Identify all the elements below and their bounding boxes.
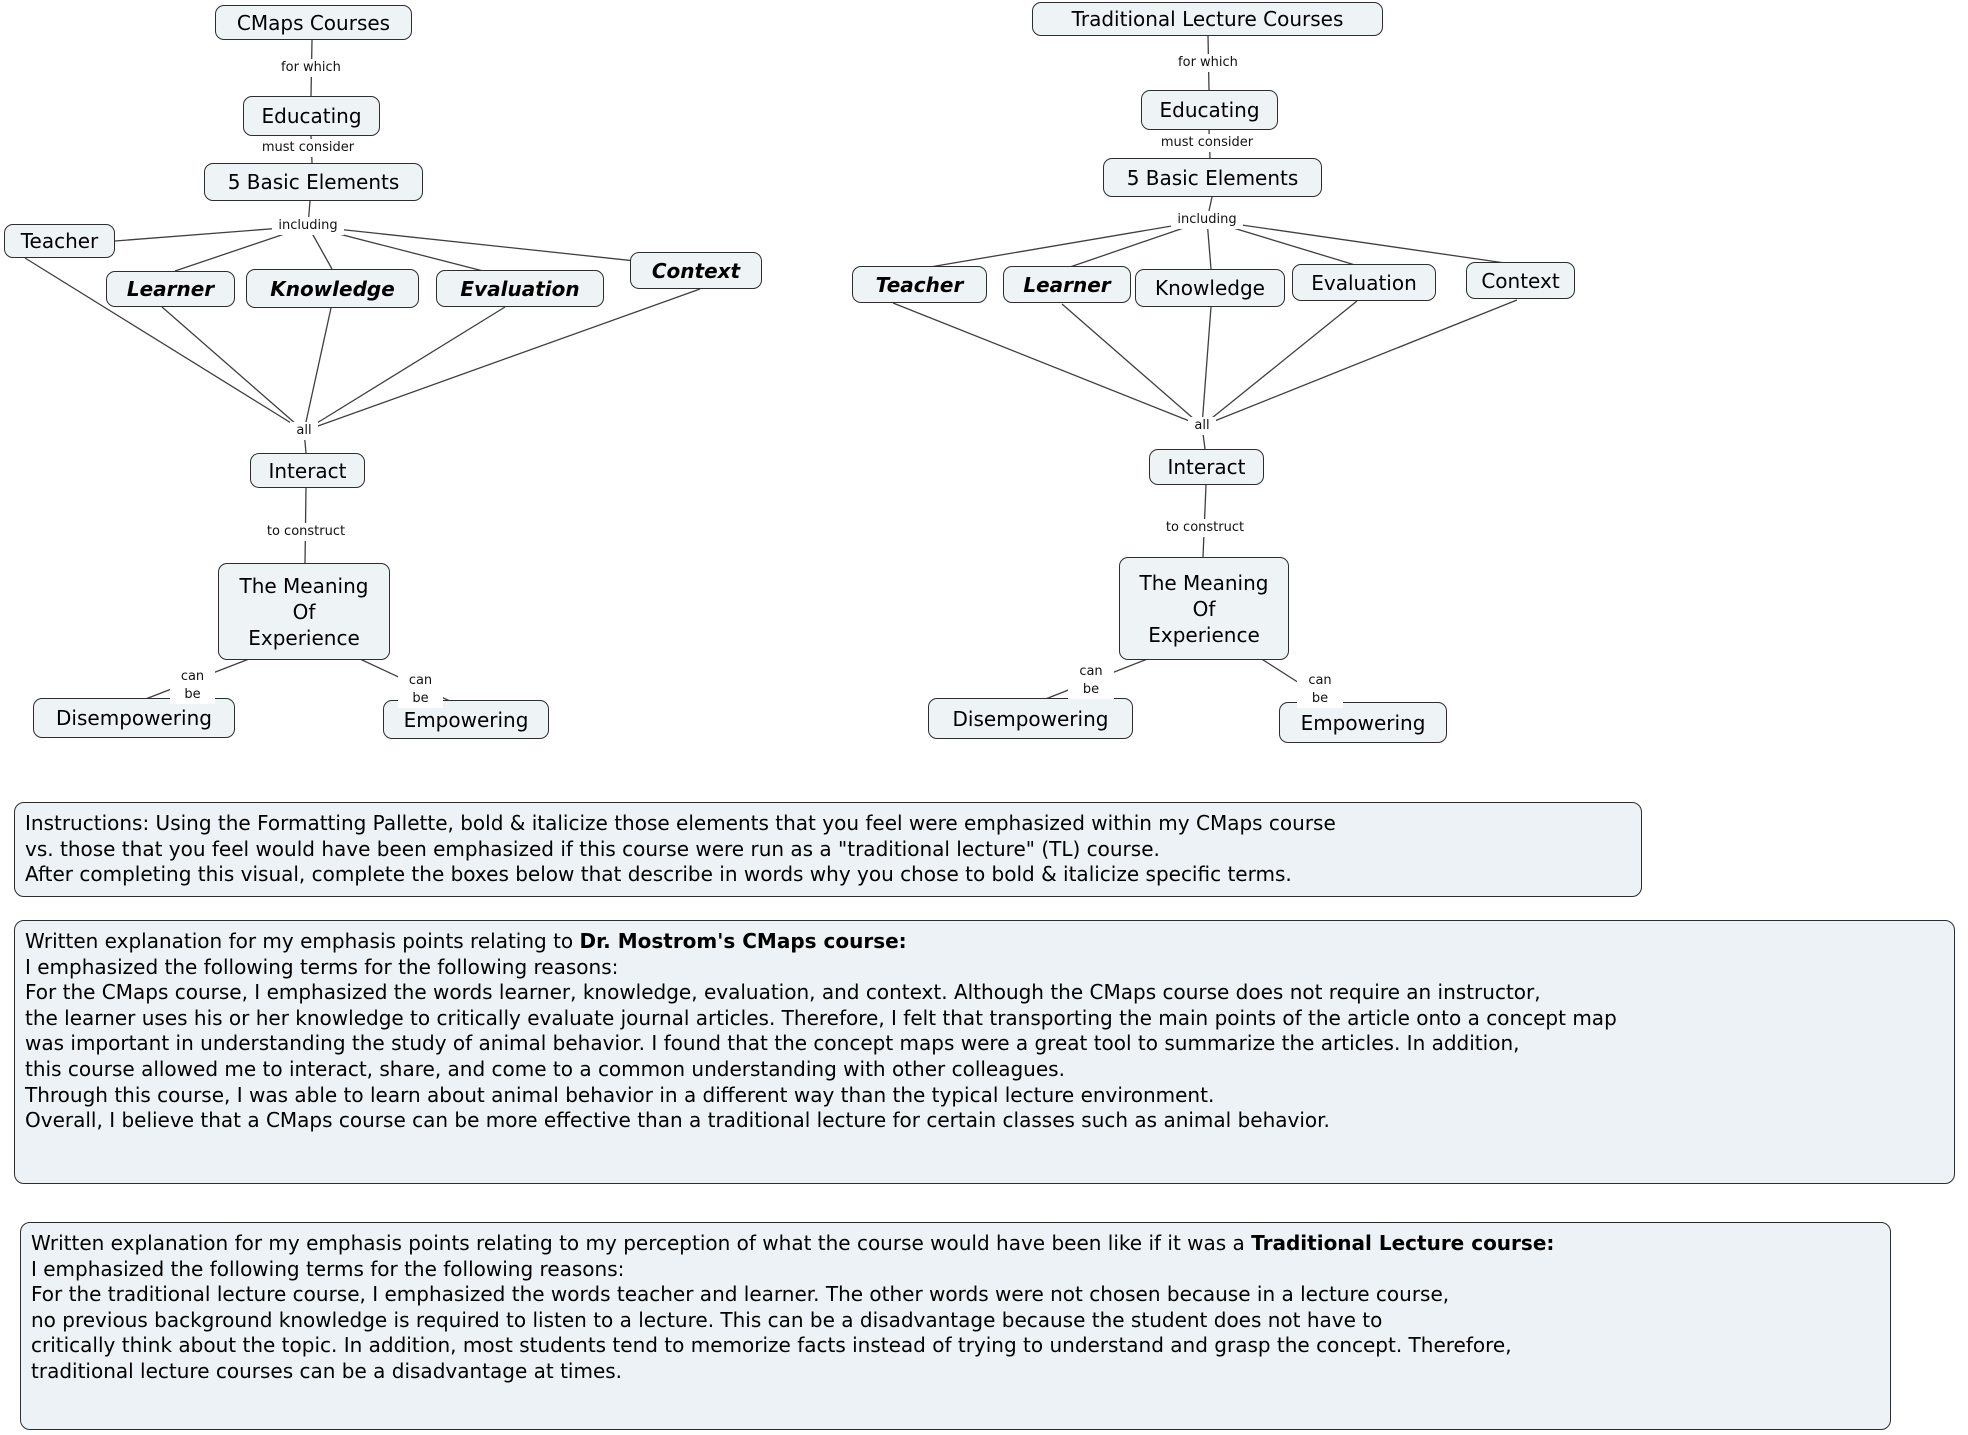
meaning-line: The Meaning (239, 573, 369, 598)
cmaps-explanation-box[interactable] (14, 920, 1955, 1184)
edge (1202, 301, 1357, 426)
meaning-line: Experience (248, 625, 360, 650)
instructions-line: After completing this visual, complete the boxes below that describe in words why you chose to bold & italicize specific terms. (25, 862, 1292, 887)
edge (893, 303, 1202, 426)
link-label-all[interactable]: all (290, 422, 318, 440)
explanation-line: For the CMaps course, I emphasized the words learner, knowledge, evaluation, and context. Although the CMaps course does not require an instructor, (25, 980, 1541, 1005)
edge (304, 289, 700, 431)
node-empowering[interactable]: Empowering (383, 700, 549, 739)
link-label-can-be[interactable]: can be (1068, 663, 1114, 699)
explanation-line: was important in understanding the study of animal behavior. I found that the concept maps were a great tool to summarize the articles. In addition, (25, 1031, 1520, 1056)
node-interact[interactable]: Interact (250, 453, 365, 488)
explanation-line: Through this course, I was able to learn about animal behavior in a different way than the typical lecture environment. (25, 1082, 1215, 1107)
edge (930, 220, 1207, 267)
instructions-box[interactable] (14, 802, 1642, 897)
explanation-line: critically think about the topic. In addition, most students tend to memorize facts instead of trying to understand and grasp the concept. Therefore, (31, 1333, 1512, 1358)
meaning-line: Of (1192, 596, 1216, 621)
explanation-line: Overall, I believe that a CMaps course can be more effective than a traditional lecture for certain classes such as animal behavior. (25, 1108, 1330, 1133)
node-learner[interactable]: Learner (1003, 266, 1131, 303)
link-label-can-be[interactable]: can be (398, 672, 443, 708)
node-interact[interactable]: Interact (1149, 449, 1264, 485)
explanation-line-bold: Traditional Lecture course: (1251, 1231, 1555, 1255)
meaning-line: The Meaning (1139, 570, 1269, 595)
node-meaning-of-experience[interactable] (218, 563, 390, 660)
node-cmaps-courses[interactable]: CMaps Courses (215, 5, 412, 40)
link-label-all[interactable]: all (1188, 417, 1216, 435)
edge (304, 307, 505, 431)
link-label-must-consider[interactable]: must consider (258, 139, 358, 157)
link-label-including[interactable]: including (272, 217, 344, 235)
edge (1202, 300, 1517, 426)
link-label-for-which[interactable]: for which (273, 59, 349, 77)
node-traditional-lecture-courses[interactable]: Traditional Lecture Courses (1032, 2, 1383, 36)
node-empowering[interactable]: Empowering (1279, 702, 1447, 743)
node-teacher[interactable]: Teacher (852, 266, 987, 303)
explanation-line: For the traditional lecture course, I emphasized the words teacher and learner. The other words were not chosen because in a lecture course, (31, 1282, 1450, 1307)
link-label-for-which[interactable]: for which (1170, 54, 1246, 72)
node-disempowering[interactable]: Disempowering (928, 698, 1133, 739)
node-knowledge[interactable]: Knowledge (246, 269, 419, 308)
explanation-line (25, 929, 1944, 955)
node-learner[interactable]: Learner (106, 271, 235, 307)
node-evaluation[interactable]: Evaluation (436, 270, 604, 307)
edge (1202, 307, 1211, 426)
link-label-including[interactable]: including (1171, 211, 1243, 229)
explanation-line-bold: Dr. Mostrom's CMaps course: (579, 929, 907, 953)
instructions-line: vs. those that you feel would have been emphasized if this course were run as a "traditional lecture" (TL) course. (25, 836, 1160, 861)
explanation-line: traditional lecture courses can be a disadvantage at times. (31, 1358, 623, 1383)
node-context[interactable]: Context (1466, 262, 1575, 299)
explanation-line: I emphasized the following terms for the following reasons: (25, 954, 619, 979)
edge (1207, 220, 1505, 263)
link-label-to-construct[interactable]: to construct (1160, 519, 1250, 537)
explanation-line-prefix: Written explanation for my emphasis points relating to (25, 929, 580, 953)
explanation-line: I emphasized the following terms for the following reasons: (31, 1256, 625, 1281)
node-teacher[interactable]: Teacher (4, 224, 115, 258)
link-label-can-be[interactable]: can be (1297, 672, 1343, 708)
meaning-line: Experience (1148, 622, 1260, 647)
node-context[interactable]: Context (630, 252, 762, 289)
node-5-basic-elements[interactable]: 5 Basic Elements (1103, 158, 1322, 197)
meaning-line: Of (292, 599, 316, 624)
edge (162, 307, 304, 431)
explanation-line: no previous background knowledge is required to listen to a lecture. This can be a disadvantage because the student does not have to (31, 1307, 1383, 1332)
node-evaluation[interactable]: Evaluation (1292, 264, 1436, 301)
explanation-line: this course allowed me to interact, share, and come to a common understanding with other colleagues. (25, 1056, 1065, 1081)
explanation-line (31, 1231, 1880, 1257)
explanation-line-prefix: Written explanation for my emphasis points relating to my perception of what the course would have been like if it was a (31, 1231, 1252, 1255)
node-knowledge[interactable]: Knowledge (1135, 269, 1285, 307)
node-meaning-of-experience[interactable] (1119, 557, 1289, 660)
edge (308, 226, 645, 262)
node-5-basic-elements[interactable]: 5 Basic Elements (204, 163, 423, 201)
tl-explanation-box[interactable] (20, 1222, 1891, 1430)
link-label-to-construct[interactable]: to construct (261, 523, 351, 541)
edge (1062, 304, 1202, 426)
explanation-line: the learner uses his or her knowledge to critically evaluate journal articles. Therefore, I felt that transporting the main points of the article onto a concept map (25, 1005, 1617, 1030)
link-label-must-consider[interactable]: must consider (1157, 134, 1257, 152)
node-educating[interactable]: Educating (243, 96, 380, 136)
link-label-can-be[interactable]: can be (170, 668, 215, 704)
edge (304, 308, 331, 431)
node-educating[interactable]: Educating (1141, 90, 1278, 130)
node-disempowering[interactable]: Disempowering (33, 698, 235, 738)
instructions-line: Instructions: Using the Formatting Pallette, bold & italicize those elements that you feel were emphasized within my CMaps course (25, 811, 1336, 835)
